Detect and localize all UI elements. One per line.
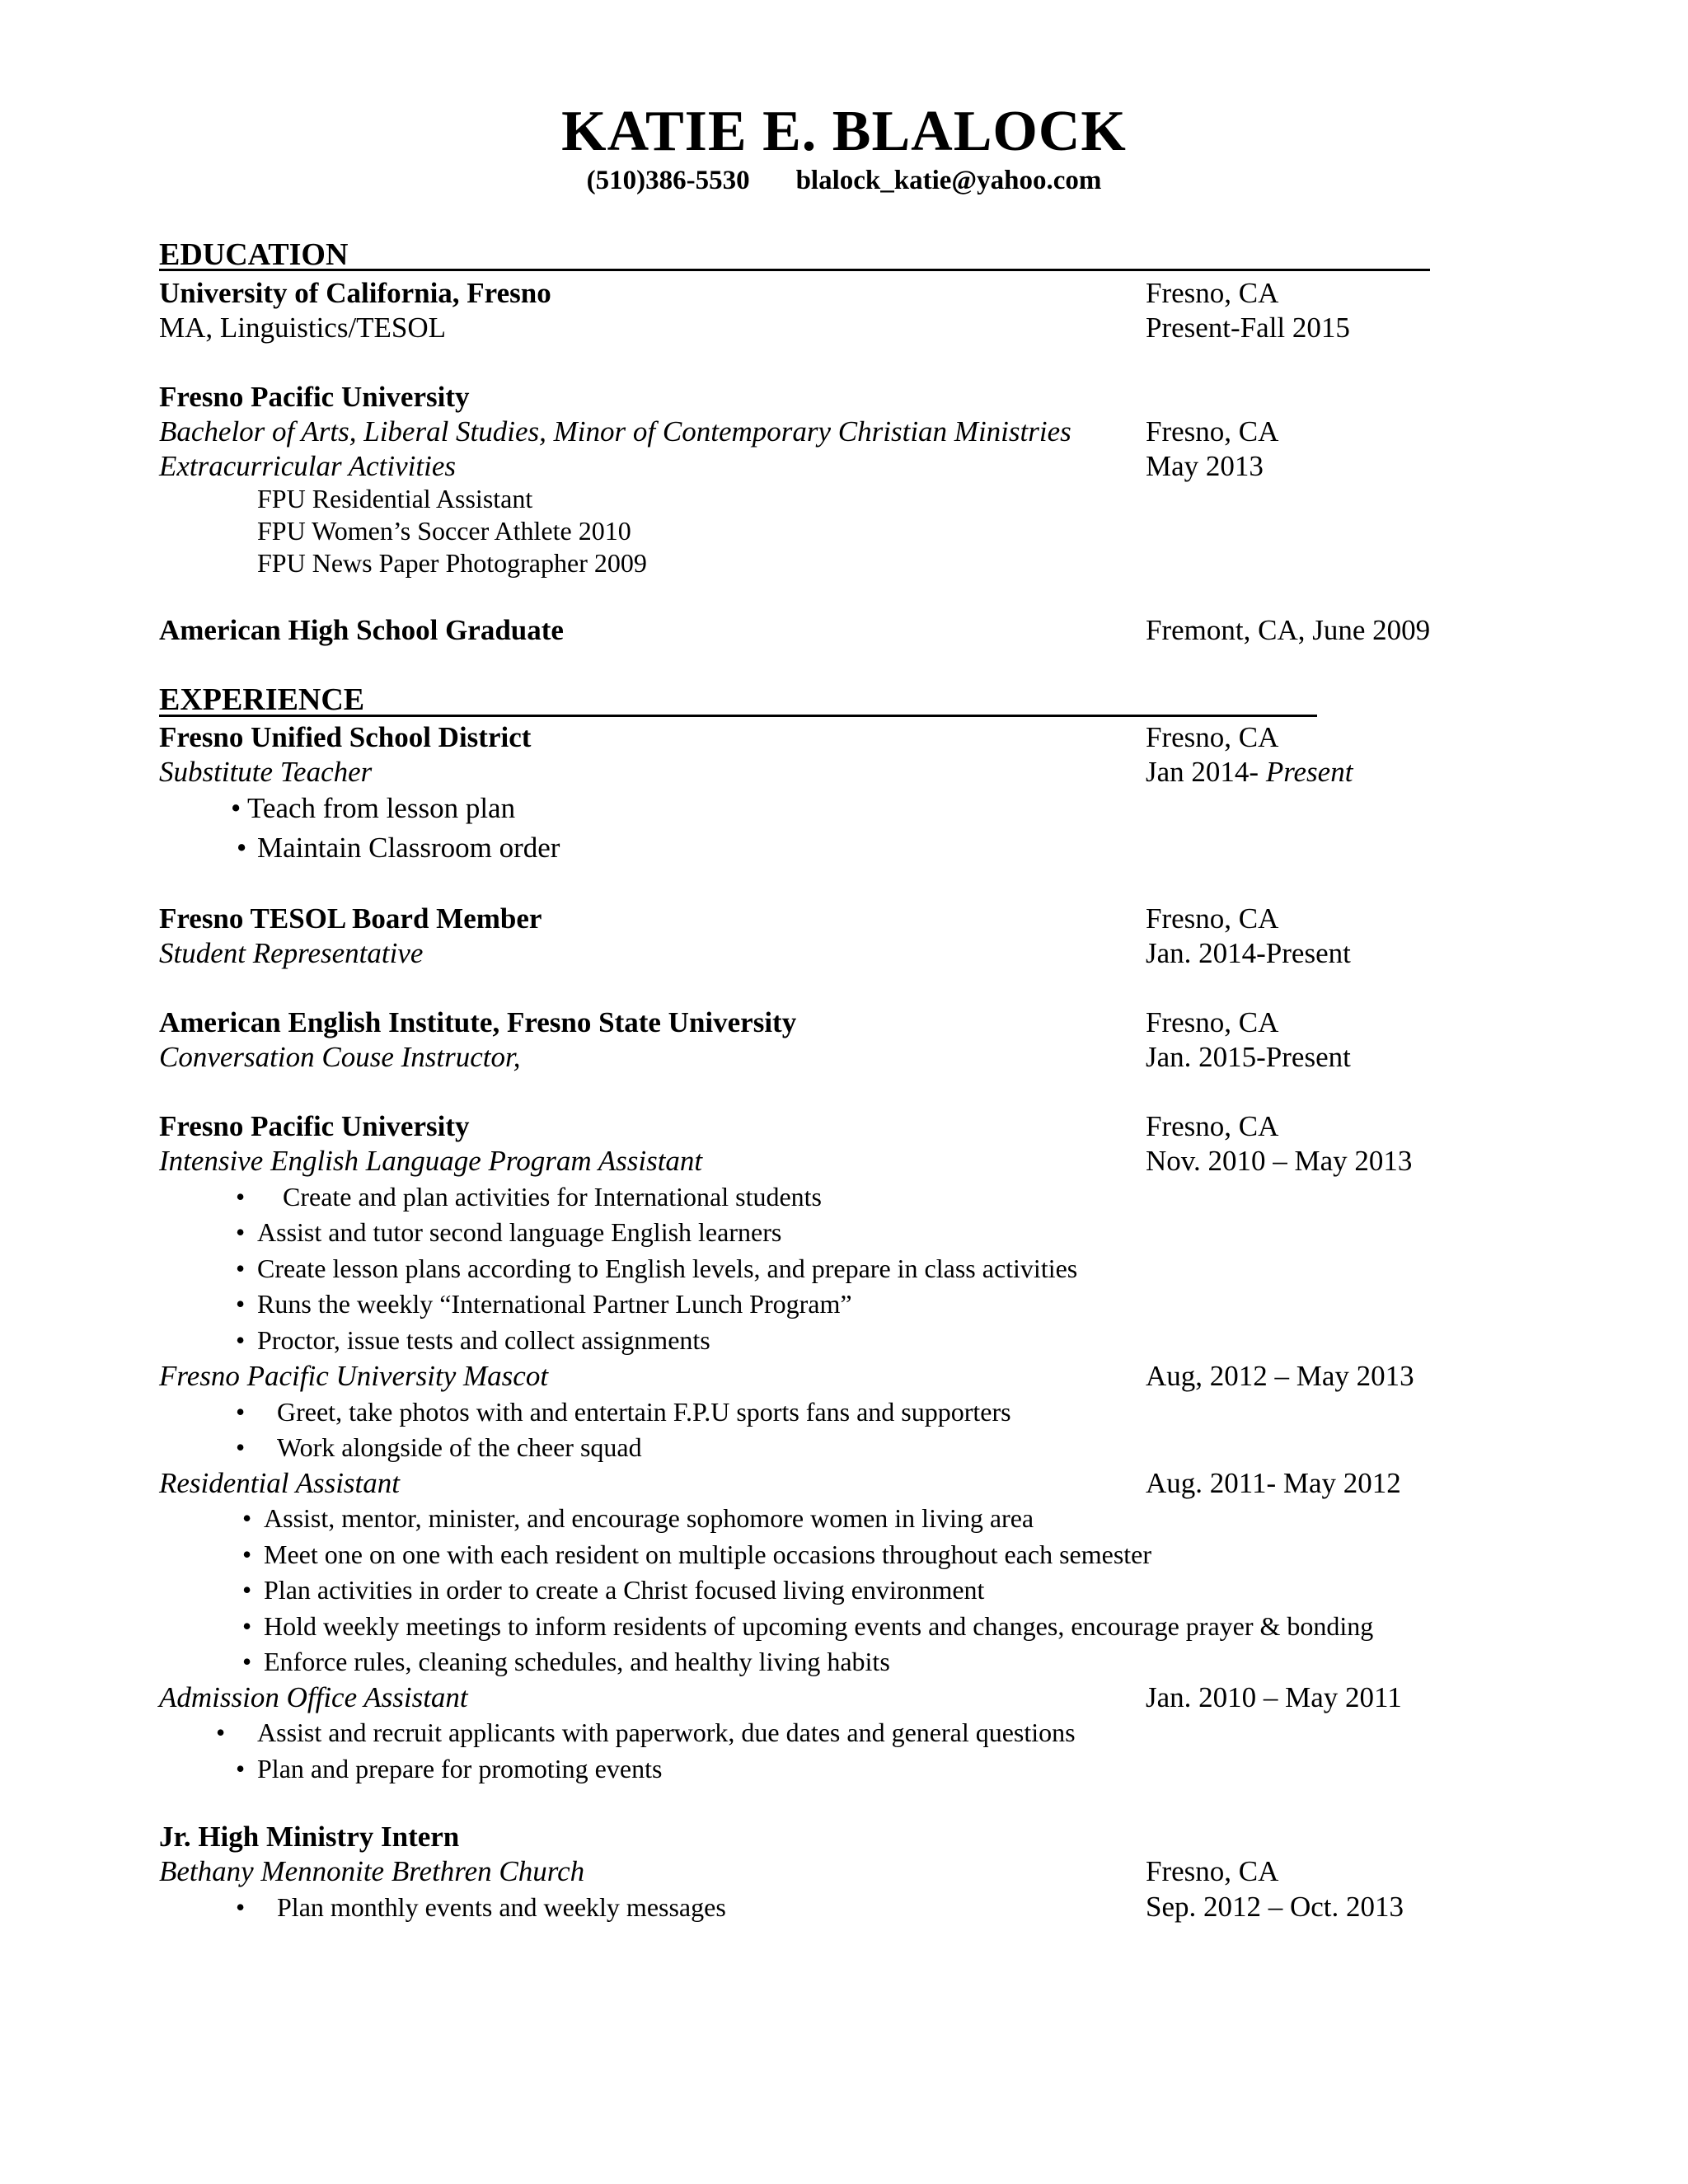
experience-org: Fresno TESOL Board Member <box>159 902 542 935</box>
education-location: Fresno, CA <box>1146 415 1279 448</box>
experience-date: Jan. 2015-Present <box>1146 1041 1351 1073</box>
bullet-text: Plan monthly events and weekly messages <box>277 1892 726 1922</box>
experience-role: Fresno Pacific University Mascot <box>159 1360 549 1392</box>
bullet-icon: • <box>236 1754 246 1783</box>
education-heading: EDUCATION <box>159 237 349 272</box>
experience-heading: EXPERIENCE <box>159 682 365 717</box>
education-location: Fremont, CA, June 2009 <box>1146 614 1431 646</box>
education-school: University of California, Fresno <box>159 277 551 309</box>
education-school: American High School Graduate <box>159 614 564 646</box>
experience-date: Jan. 2014-Present <box>1146 937 1351 969</box>
experience-role: Conversation Couse Instructor, <box>159 1041 521 1073</box>
experience-role: Bethany Mennonite Brethren Church <box>159 1855 585 1887</box>
bullet-icon: • <box>231 792 241 824</box>
bullet-icon: • <box>236 1325 246 1355</box>
education-rule <box>159 269 1430 271</box>
email-address: blalock_katie@yahoo.com <box>795 166 1102 195</box>
education-degree: Bachelor of Arts, Liberal Studies, Minor of Contemporary Christian Ministries <box>159 415 1071 448</box>
bullet-text: Plan and prepare for promoting events <box>257 1754 663 1783</box>
activity-item: FPU News Paper Photographer 2009 <box>257 548 647 578</box>
bullet-icon: • <box>236 1892 246 1922</box>
resume-name: KATIE E. BLALOCK <box>561 100 1127 163</box>
activity-item: FPU Women’s Soccer Athlete 2010 <box>257 516 631 546</box>
education-school: Fresno Pacific University <box>159 381 470 413</box>
experience-location: Fresno, CA <box>1146 1855 1279 1887</box>
experience-role: Student Representative <box>159 937 424 969</box>
date-end: Present <box>1265 756 1353 788</box>
bullet-icon: • <box>236 1432 246 1462</box>
bullet-icon: • <box>237 832 247 864</box>
experience-date: Jan. 2010 – May 2011 <box>1146 1681 1402 1713</box>
experience-location: Fresno, CA <box>1146 721 1279 753</box>
experience-location: Fresno, CA <box>1146 1110 1279 1142</box>
bullet-text: Plan activities in order to create a Christ focused living environment <box>264 1575 985 1605</box>
bullet-text: Create lesson plans according to English levels, and prepare in class activities <box>257 1254 1078 1283</box>
experience-location: Fresno, CA <box>1146 902 1279 935</box>
education-date: Present-Fall 2015 <box>1146 312 1350 344</box>
bullet-icon: • <box>236 1182 246 1212</box>
activity-item: FPU Residential Assistant <box>257 484 533 513</box>
education-degree: MA, Linguistics/TESOL <box>159 312 447 344</box>
experience-date: Sep. 2012 – Oct. 2013 <box>1146 1891 1404 1923</box>
experience-date: Aug, 2012 – May 2013 <box>1146 1360 1414 1392</box>
bullet-icon: • <box>242 1611 252 1641</box>
experience-org: Jr. High Ministry Intern <box>159 1821 460 1853</box>
bullet-text: Create and plan activities for International students <box>283 1182 822 1212</box>
bullet-icon: • <box>216 1718 226 1747</box>
experience-date: Aug. 2011- May 2012 <box>1146 1467 1401 1499</box>
experience-role: Substitute Teacher <box>159 756 373 788</box>
contact-line <box>0 167 1688 194</box>
bullet-text: Assist, mentor, minister, and encourage sophomore women in living area <box>264 1503 1034 1533</box>
bullet-text: Work alongside of the cheer squad <box>277 1432 642 1462</box>
experience-org: American English Institute, Fresno State University <box>159 1006 797 1038</box>
education-subheading: Extracurricular Activities <box>159 450 456 482</box>
bullet-text: Assist and recruit applicants with paperwork, due dates and general questions <box>257 1718 1076 1747</box>
education-date: May 2013 <box>1146 450 1264 482</box>
bullet-icon: • <box>236 1217 246 1247</box>
bullet-text: Greet, take photos with and entertain F.P.U sports fans and supporters <box>277 1397 1011 1427</box>
experience-role: Intensive English Language Program Assistant <box>159 1145 703 1177</box>
bullet-icon: • <box>242 1503 252 1533</box>
bullet-text: Maintain Classroom order <box>257 832 560 864</box>
phone-number: (510)386-5530 <box>586 166 750 195</box>
experience-location: Fresno, CA <box>1146 1006 1279 1038</box>
bullet-icon: • <box>242 1540 252 1569</box>
experience-date: Nov. 2010 – May 2013 <box>1146 1145 1413 1177</box>
experience-date <box>1146 757 1353 786</box>
bullet-text: Runs the weekly “International Partner Lunch Program” <box>257 1289 852 1319</box>
experience-rule <box>159 715 1317 717</box>
bullet-icon: • <box>236 1289 246 1319</box>
experience-role: Residential Assistant <box>159 1467 400 1499</box>
bullet-text: Enforce rules, cleaning schedules, and healthy living habits <box>264 1647 890 1676</box>
experience-role: Admission Office Assistant <box>159 1681 468 1713</box>
bullet-text: Assist and tutor second language English learners <box>257 1217 782 1247</box>
bullet-text: Hold weekly meetings to inform residents of upcoming events and changes, encourage prayer & bonding <box>264 1611 1374 1641</box>
bullet-icon: • <box>242 1647 252 1676</box>
date-start: Jan 2014- <box>1146 756 1266 788</box>
experience-org: Fresno Pacific University <box>159 1110 470 1142</box>
bullet-icon: • <box>236 1254 246 1283</box>
bullet-icon: • <box>236 1397 246 1427</box>
experience-org: Fresno Unified School District <box>159 721 532 753</box>
bullet-icon: • <box>242 1575 252 1605</box>
bullet-text: Proctor, issue tests and collect assignments <box>257 1325 710 1355</box>
education-location: Fresno, CA <box>1146 277 1279 309</box>
bullet-text: Meet one on one with each resident on multiple occasions throughout each semester <box>264 1540 1152 1569</box>
bullet-text: Teach from lesson plan <box>247 792 516 824</box>
